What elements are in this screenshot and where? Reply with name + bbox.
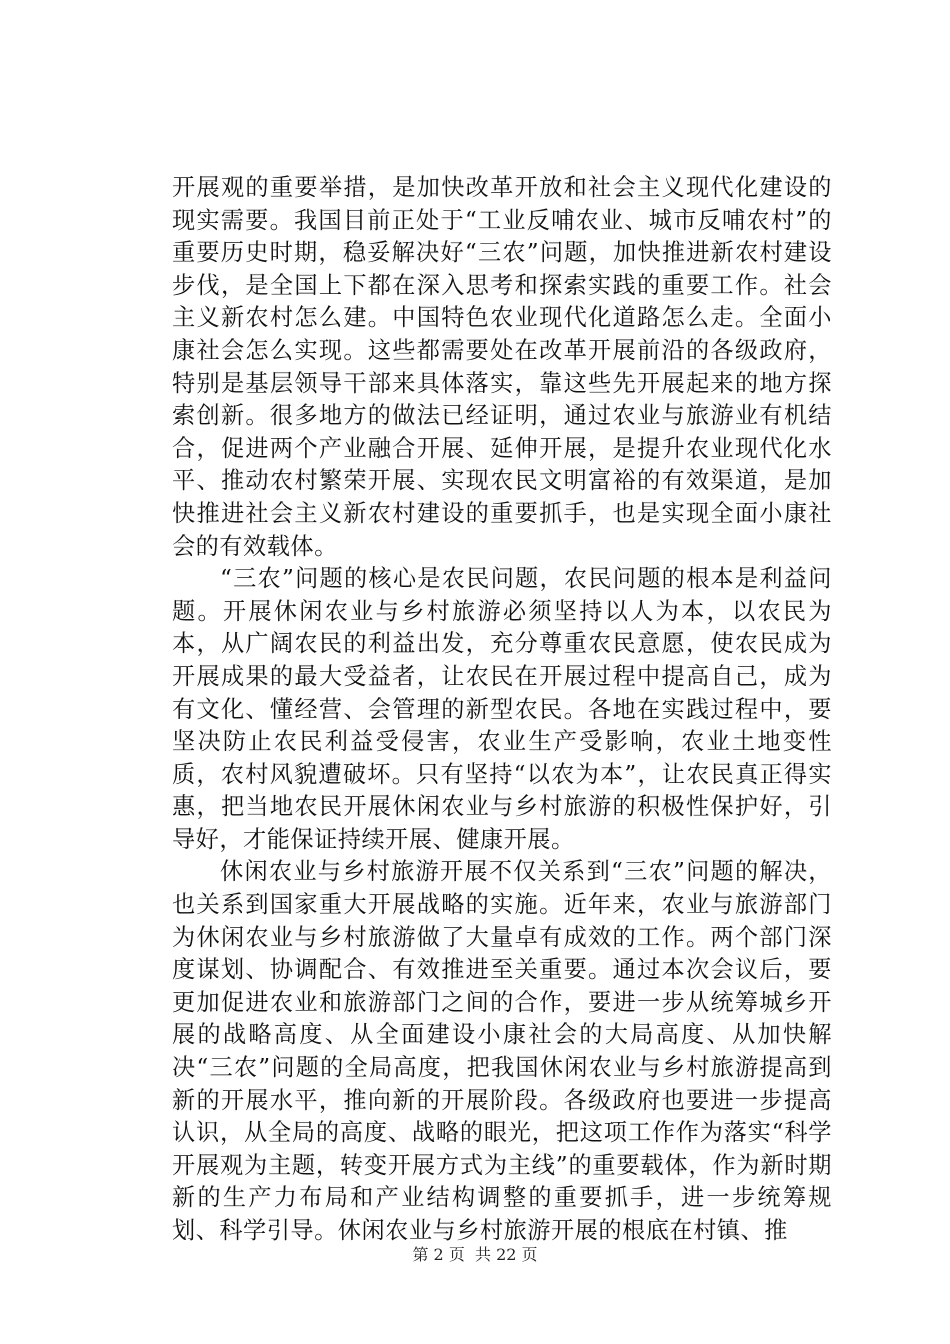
paragraph-1: 开展观的重要举措，是加快改革开放和社会主义现代化建设的现实需要。我国目前正处于“工业反哺农业、城市反哺农村”的重要历史时期，稳妥解决好“三农”问题，加快推进新农村建设步伐，是全国上下都在深入思考和探索实践的重要工作。社会主义新农村怎么建。中国特色农业现代化道路怎么走。全面小康社会怎么实现。这些都需要处在改革开展前沿的各级政府，特别是基层领导干部来具体落实，靠这些先开展起来的地方探索创新。很多地方的做法已经证明，通过农业与旅游业有机结合，促进两个产业融合开展、延伸开展，是提升农业现代化水平、推动农村繁荣开展、实现农民文明富裕的有效渠道，是加快推进社会主义新农村建设的重要抓手，也是实现全面小康社会的有效载体。 (172, 174, 832, 560)
page-number: 第 2 页 共 22 页 (412, 1245, 538, 1264)
paragraph-2: “三农”问题的核心是农民问题，农民问题的根本是利益问题。开展休闲农业与乡村旅游必须坚持以人为本，以农民为本，从广阔农民的利益出发，充分尊重农民意愿，使农民成为开展成果的最大受益者，让农民在开展过程中提高自己，成为有文化、懂经营、会管理的新型农民。各地在实践过程中，要坚决防止农民利益受侵害，农业生产受影响，农业土地变性质，农村风貌遭破坏。只有坚持“以农为本”，让农民真正得实惠，把当地农民开展休闲农业与乡村旅游的积极性保护好，引导好，才能保证持续开展、健康开展。 (172, 565, 832, 853)
page-footer (0, 1245, 950, 1265)
document-body (172, 172, 832, 1248)
paragraph-3: 休闲农业与乡村旅游开展不仅关系到“三农”问题的解决，也关系到国家重大开展战略的实施。近年来，农业与旅游部门为休闲农业与乡村旅游做了大量卓有成效的工作。两个部门深度谋划、协调配合、有效推进至关重要。通过本次会议后，要更加促进农业和旅游部门之间的合作，要进一步从统筹城乡开展的战略高度、从全面建设小康社会的大局高度、从加快解决“三农”问题的全局高度，把我国休闲农业与乡村旅游提高到新的开展水平，推向新的开展阶段。各级政府也要进一步提高认识，从全局的高度、战略的眼光，把这项工作作为落实“科学开展观为主题，转变开展方式为主线”的重要载体，作为新时期新的生产力布局和产业结构调整的重要抓手，进一步统筹规划、科学引导。休闲农业与乡村旅游开展的根底在村镇、推 (172, 858, 832, 1244)
